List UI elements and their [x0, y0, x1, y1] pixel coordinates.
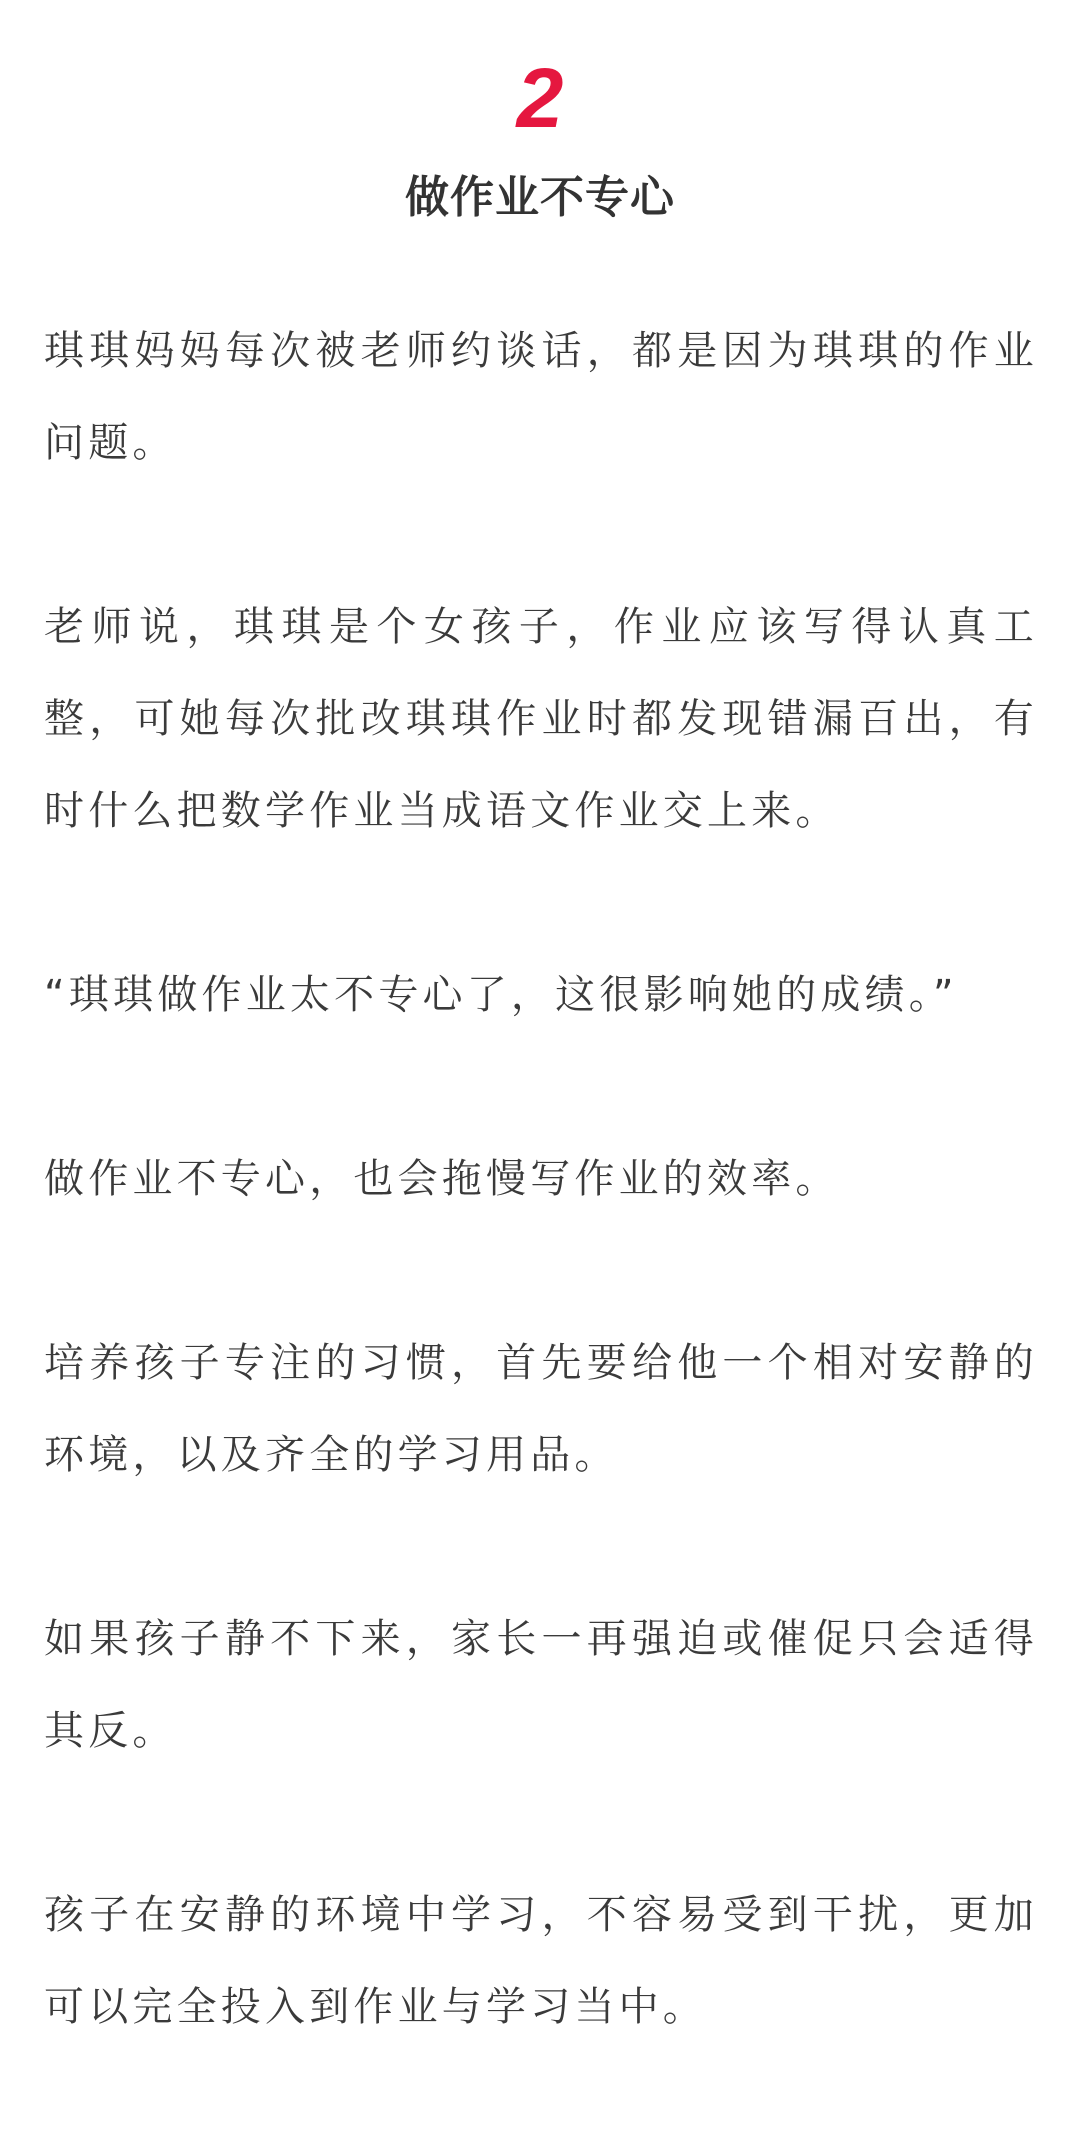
paragraph: 做作业不专心，也会拖慢写作业的效率。	[44, 1156, 840, 1202]
paragraph: 老师说，琪琪是个女孩子，作业应该写得认真工整，可她每次批改琪琪作业时都发现错漏百出，有时什么把数学作业当成语文作业交上来。	[44, 604, 1038, 834]
paragraph: 如果孩子静不下来，家长一再强迫或催促只会适得其反。	[44, 1616, 1038, 1754]
section-title: 做作业不专心	[405, 172, 675, 223]
paragraph: “琪琪做作业太不专心了，这很影响她的成绩。”	[44, 972, 958, 1018]
paragraph: 培养孩子专注的习惯，首先要给他一个相对安静的环境，以及齐全的学习用品。	[44, 1340, 1038, 1478]
article-body	[44, 305, 1038, 2145]
section-number: 2	[516, 51, 564, 145]
paragraph: 琪琪妈妈每次被老师约谈话，都是因为琪琪的作业问题。	[44, 328, 1038, 466]
paragraph: 孩子在安静的环境中学习，不容易受到干扰，更加可以完全投入到作业与学习当中。	[44, 1892, 1038, 2030]
